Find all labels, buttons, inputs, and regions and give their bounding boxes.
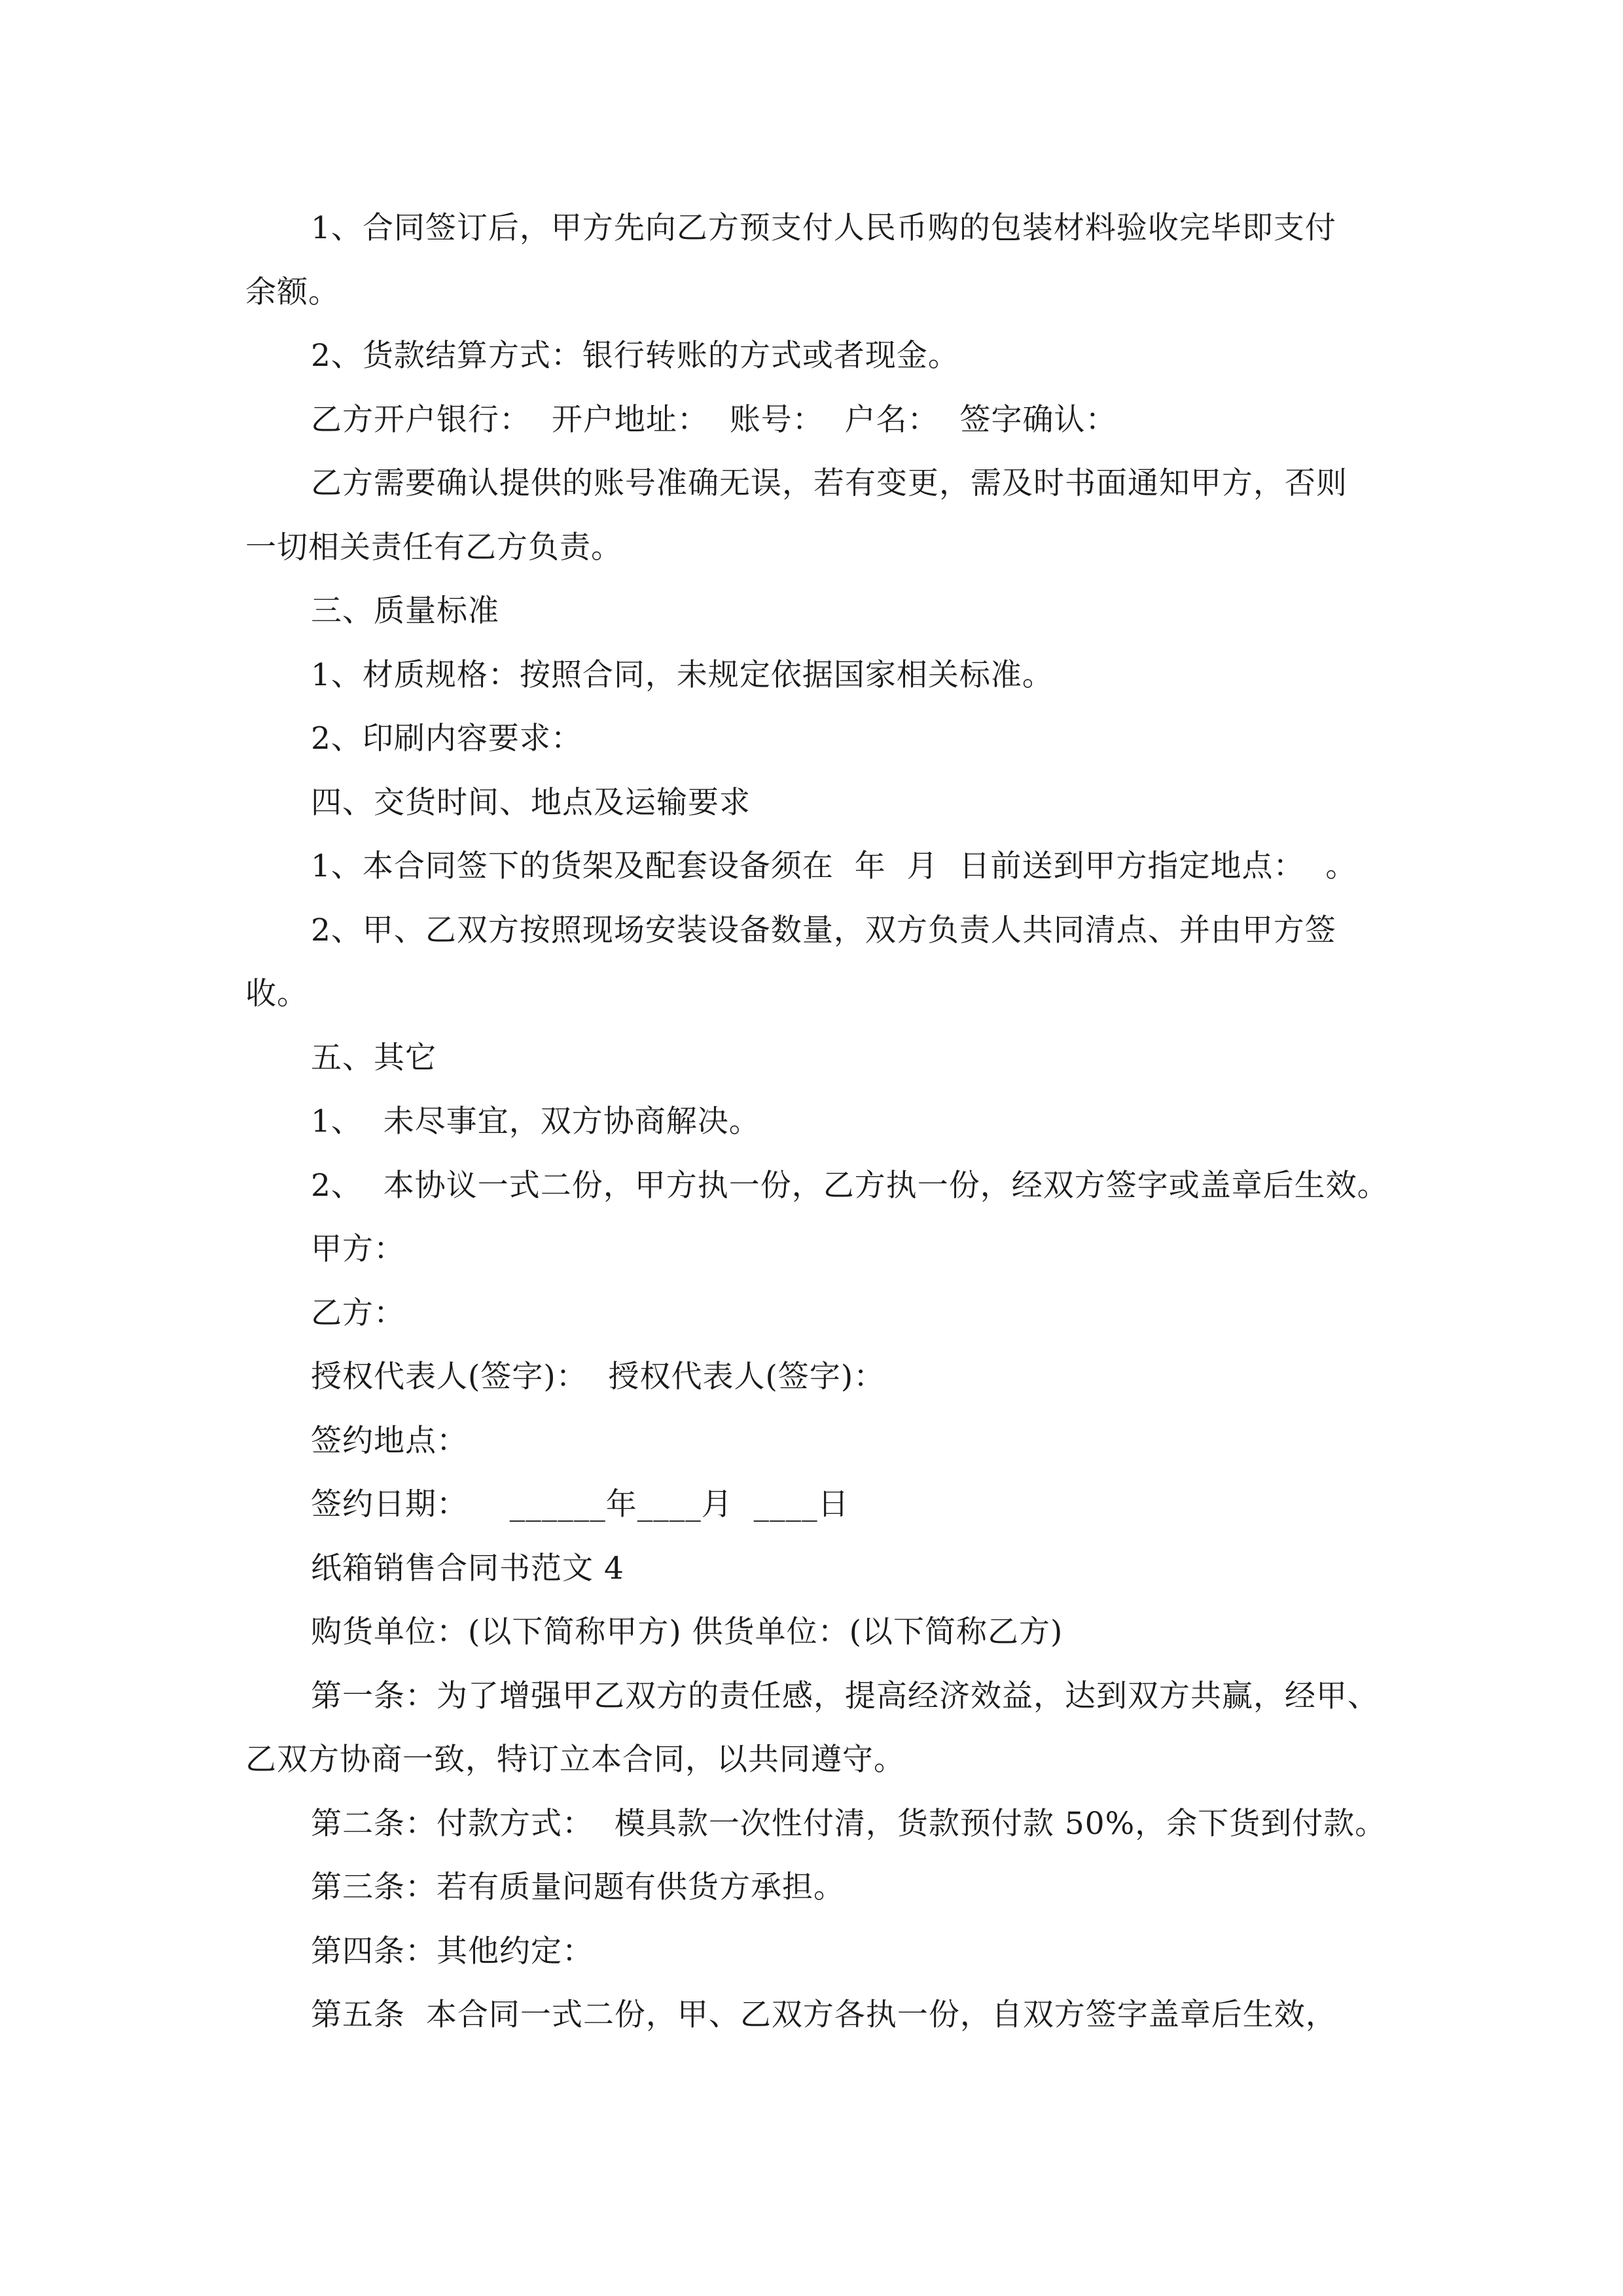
text-line: 乙方开户银行： 开户地址： 账号： 户名： 签字确认： [311, 401, 1117, 438]
text-line: 1、材质规格：按照合同，未规定依据国家相关标准。 [311, 656, 1054, 693]
text-line: 第二条：付款方式： 模具款一次性付清，货款预付款 50%，余下货到付款。 [311, 1805, 1387, 1842]
document-body [245, 196, 1389, 2047]
text-line: 余额。 [245, 274, 340, 310]
text-line: 2、印刷内容要求： [311, 721, 582, 757]
text-line: 授权代表人(签字)： 授权代表人(签字)： [311, 1359, 885, 1395]
text-line: 乙方需要确认提供的账号准确无误，若有变更，需及时书面通知甲方，否则 [311, 465, 1347, 501]
text-line: 三、质量标准 [311, 593, 499, 629]
text-line: 1、 未尽事宜，双方协商解决。 [311, 1103, 760, 1139]
text-line: 2、甲、乙双方按照现场安装设备数量，双方负责人共同清点、并由甲方签 [311, 912, 1336, 948]
text-line: 1、本合同签下的货架及配套设备须在 年 月 日前送到甲方指定地点： 。 [311, 848, 1357, 884]
text-line: 第四条：其他约定： [311, 1933, 594, 1969]
text-line: 乙方： [311, 1295, 405, 1331]
text-line: 甲方： [311, 1231, 405, 1267]
text-line: 乙双方协商一致，特订立本合同，以共同遵守。 [245, 1742, 905, 1778]
text-line: 第三条：若有质量问题有供货方承担。 [311, 1869, 845, 1905]
text-line: 五、其它 [311, 1039, 437, 1076]
text-line: 第一条：为了增强甲乙双方的责任感，提高经济效益，达到双方共赢，经甲、 [311, 1677, 1379, 1714]
text-line: 签约日期： ______年____月 ____日 [311, 1486, 849, 1522]
text-line: 四、交货时间、地点及运输要求 [311, 784, 751, 821]
text-line: 1、合同签订后，甲方先向乙方预支付人民币购的包装材料验收完毕即支付 [311, 210, 1336, 246]
text-line: 签约地点： [311, 1422, 468, 1459]
text-line: 纸箱销售合同书范文 4 [311, 1550, 624, 1587]
text-line: 2、货款结算方式：银行转账的方式或者现金。 [311, 338, 959, 374]
text-line: 2、 本协议一式二份，甲方执一份，乙方执一份，经双方签字或盖章后生效。 [311, 1167, 1389, 1204]
text-line: 购货单位：(以下简称甲方) 供货单位：(以下简称乙方) [311, 1614, 1063, 1650]
text-line: 一切相关责任有乙方负责。 [245, 529, 622, 565]
text-line: 第五条 本合同一式二份，甲、乙双方各执一份，自双方签字盖章后生效， [311, 1997, 1337, 2033]
text-line: 收。 [245, 976, 308, 1012]
